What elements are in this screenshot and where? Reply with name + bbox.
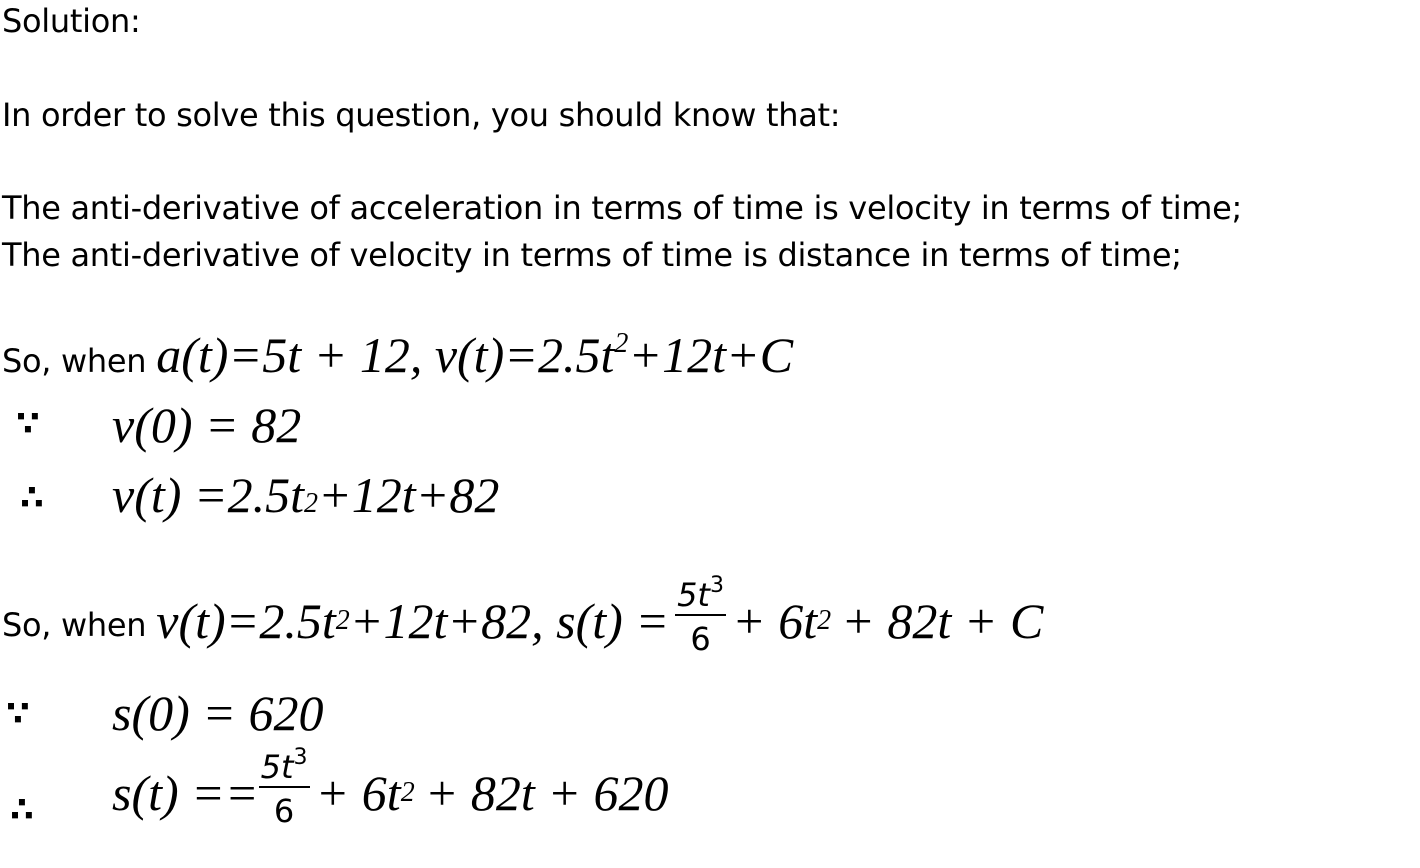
- step1-because: v(0) = 82: [112, 397, 302, 453]
- step1-therefore-a: v(t) =2.5t: [112, 467, 305, 523]
- step2-therefore: s(t) == $\frac{5t^3}{6}$ + 6t 2 + 82t + 620: [112, 750, 669, 836]
- step2-therefore-frac-den: 6: [273, 792, 295, 830]
- step2-therefore-fraction: [259, 745, 310, 834]
- therefore-symbol-2: ∴: [10, 790, 34, 830]
- because-symbol-2: ∵: [6, 694, 30, 734]
- step2-fraction: [675, 573, 726, 662]
- step2-expression: v(t)=2.5t 2 +12t+82, s(t) = $\frac{5t^3}{6}$ + 6t 2 + 82t + C: [156, 578, 1043, 664]
- step2-statement: [2, 573, 1044, 664]
- step1-statement: [2, 326, 793, 384]
- step1-expression: [156, 326, 793, 384]
- because-symbol: ∵: [16, 404, 40, 444]
- fact-velocity: The anti-derivative of velocity in terms of time is distance in terms of time;: [2, 236, 1182, 274]
- step1-expr-sup: 2: [614, 328, 629, 359]
- step2-frac-num: $5t^3$: [677, 573, 724, 614]
- step1-therefore-b: +12t+82: [318, 467, 500, 523]
- step2-therefore-a: s(t) ==: [112, 765, 259, 821]
- intro-text: In order to solve this question, you should know that:: [2, 96, 841, 134]
- step2-therefore-frac-num: $5t^3$: [260, 745, 308, 786]
- step2-expr-c: + 6t: [731, 593, 818, 649]
- step2-expr-d: + 82t + C: [841, 593, 1044, 649]
- step2-prefix: So, when: [2, 606, 147, 644]
- step2-expr-a: v(t)=2.5t: [156, 593, 336, 649]
- therefore-symbol: ∴: [20, 478, 44, 518]
- step1-expr-a: a(t)=5t + 12, v(t)=2.5t: [156, 327, 615, 383]
- step2-therefore-b: + 6t: [315, 765, 401, 821]
- step1-expr-b: +12t+C: [628, 327, 794, 383]
- step1-prefix: So, when: [2, 342, 147, 380]
- step2-expr-b: +12t+82, s(t) =: [349, 593, 670, 649]
- step2-therefore-c: + 82t + 620: [424, 765, 669, 821]
- step2-because: s(0) = 620: [112, 685, 324, 741]
- solution-heading: Solution:: [2, 2, 141, 40]
- fact-acceleration: The anti-derivative of acceleration in terms of time is velocity in terms of time;: [2, 189, 1243, 227]
- step1-therefore: v(t) =2.5t 2 +12t+82: [112, 467, 500, 523]
- step2-frac-den: 6: [690, 620, 711, 658]
